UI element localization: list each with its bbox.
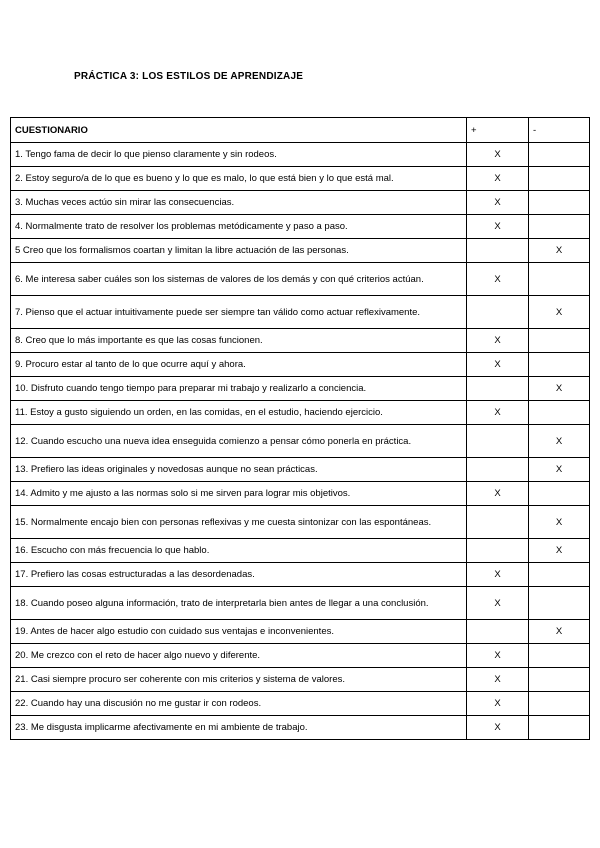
table-row — [11, 482, 590, 506]
table-row — [11, 329, 590, 353]
question-text: 19. Antes de hacer algo estudio con cuidado sus ventajas e inconvenientes. — [11, 620, 467, 644]
minus-mark — [529, 143, 590, 167]
question-text: 16. Escucho con más frecuencia lo que hablo. — [11, 539, 467, 563]
question-text: 23. Me disgusta implicarme afectivamente en mi ambiente de trabajo. — [11, 716, 467, 740]
table-row — [11, 692, 590, 716]
plus-mark — [467, 425, 529, 458]
table-row — [11, 167, 590, 191]
plus-mark: X — [467, 263, 529, 296]
question-text: 20. Me crezco con el reto de hacer algo nuevo y diferente. — [11, 644, 467, 668]
question-text: 8. Creo que lo más importante es que las cosas funcionen. — [11, 329, 467, 353]
table-row — [11, 425, 590, 458]
table-row — [11, 539, 590, 563]
plus-mark: X — [467, 215, 529, 239]
plus-mark — [467, 296, 529, 329]
minus-mark: X — [529, 296, 590, 329]
question-text: 15. Normalmente encajo bien con personas reflexivas y me cuesta sintonizar con las espontáneas. — [11, 506, 467, 539]
minus-mark: X — [529, 239, 590, 263]
table-row — [11, 239, 590, 263]
plus-mark: X — [467, 692, 529, 716]
table-row — [11, 587, 590, 620]
question-text: 4. Normalmente trato de resolver los problemas metódicamente y paso a paso. — [11, 215, 467, 239]
table-row — [11, 377, 590, 401]
minus-mark — [529, 482, 590, 506]
table-row — [11, 644, 590, 668]
question-text: 11. Estoy a gusto siguiendo un orden, en las comidas, en el estudio, haciendo ejercicio. — [11, 401, 467, 425]
plus-mark — [467, 377, 529, 401]
plus-mark — [467, 458, 529, 482]
question-text: 2. Estoy seguro/a de lo que es bueno y lo que es malo, lo que está bien y lo que está mal. — [11, 167, 467, 191]
plus-mark: X — [467, 401, 529, 425]
plus-mark: X — [467, 482, 529, 506]
question-text: 6. Me interesa saber cuáles son los sistemas de valores de los demás y con qué criterios actúan. — [11, 263, 467, 296]
question-text: 13. Prefiero las ideas originales y novedosas aunque no sean prácticas. — [11, 458, 467, 482]
table-row — [11, 668, 590, 692]
table-row — [11, 263, 590, 296]
plus-mark: X — [467, 716, 529, 740]
minus-mark — [529, 563, 590, 587]
plus-mark — [467, 620, 529, 644]
question-text: 17. Prefiero las cosas estructuradas a las desordenadas. — [11, 563, 467, 587]
table-row — [11, 143, 590, 167]
plus-mark: X — [467, 353, 529, 377]
questionnaire-table — [10, 117, 590, 740]
minus-mark — [529, 401, 590, 425]
plus-mark: X — [467, 191, 529, 215]
plus-mark: X — [467, 329, 529, 353]
question-text: 14. Admito y me ajusto a las normas solo si me sirven para lograr mis objetivos. — [11, 482, 467, 506]
minus-mark: X — [529, 539, 590, 563]
minus-mark — [529, 644, 590, 668]
question-text: 3. Muchas veces actúo sin mirar las consecuencias. — [11, 191, 467, 215]
plus-mark — [467, 506, 529, 539]
minus-mark — [529, 353, 590, 377]
minus-mark — [529, 263, 590, 296]
header-cuestionario: CUESTIONARIO — [11, 118, 467, 143]
table-row — [11, 563, 590, 587]
minus-mark — [529, 191, 590, 215]
header-minus: - — [529, 118, 590, 143]
plus-mark: X — [467, 143, 529, 167]
minus-mark: X — [529, 506, 590, 539]
minus-mark: X — [529, 458, 590, 482]
table-row — [11, 353, 590, 377]
plus-mark: X — [467, 668, 529, 692]
question-text: 18. Cuando poseo alguna información, trato de interpretarla bien antes de llegar a una conclusión. — [11, 587, 467, 620]
question-text: 12. Cuando escucho una nueva idea enseguida comienzo a pensar cómo ponerla en práctica. — [11, 425, 467, 458]
table-row — [11, 620, 590, 644]
question-text: 1. Tengo fama de decir lo que pienso claramente y sin rodeos. — [11, 143, 467, 167]
question-text: 22. Cuando hay una discusión no me gustar ir con rodeos. — [11, 692, 467, 716]
table-row — [11, 716, 590, 740]
plus-mark: X — [467, 587, 529, 620]
minus-mark — [529, 692, 590, 716]
minus-mark — [529, 716, 590, 740]
page-title: PRÁCTICA 3: LOS ESTILOS DE APRENDIZAJE — [74, 71, 304, 82]
minus-mark: X — [529, 377, 590, 401]
plus-mark: X — [467, 563, 529, 587]
minus-mark — [529, 215, 590, 239]
question-text: 9. Procuro estar al tanto de lo que ocurre aquí y ahora. — [11, 353, 467, 377]
question-text: 7. Pienso que el actuar intuitivamente puede ser siempre tan válido como actuar reflexivamente. — [11, 296, 467, 329]
table-row — [11, 215, 590, 239]
minus-mark — [529, 587, 590, 620]
question-text: 5 Creo que los formalismos coartan y limitan la libre actuación de las personas. — [11, 239, 467, 263]
table-header-row — [11, 118, 590, 143]
plus-mark — [467, 539, 529, 563]
table-row — [11, 191, 590, 215]
table-row — [11, 401, 590, 425]
plus-mark — [467, 239, 529, 263]
question-text: 10. Disfruto cuando tengo tiempo para preparar mi trabajo y realizarlo a conciencia. — [11, 377, 467, 401]
question-text: 21. Casi siempre procuro ser coherente con mis criterios y sistema de valores. — [11, 668, 467, 692]
minus-mark — [529, 167, 590, 191]
plus-mark: X — [467, 167, 529, 191]
minus-mark: X — [529, 425, 590, 458]
minus-mark: X — [529, 620, 590, 644]
header-plus: + — [467, 118, 529, 143]
table-row — [11, 458, 590, 482]
table-row — [11, 296, 590, 329]
table-row — [11, 506, 590, 539]
minus-mark — [529, 668, 590, 692]
minus-mark — [529, 329, 590, 353]
plus-mark: X — [467, 644, 529, 668]
